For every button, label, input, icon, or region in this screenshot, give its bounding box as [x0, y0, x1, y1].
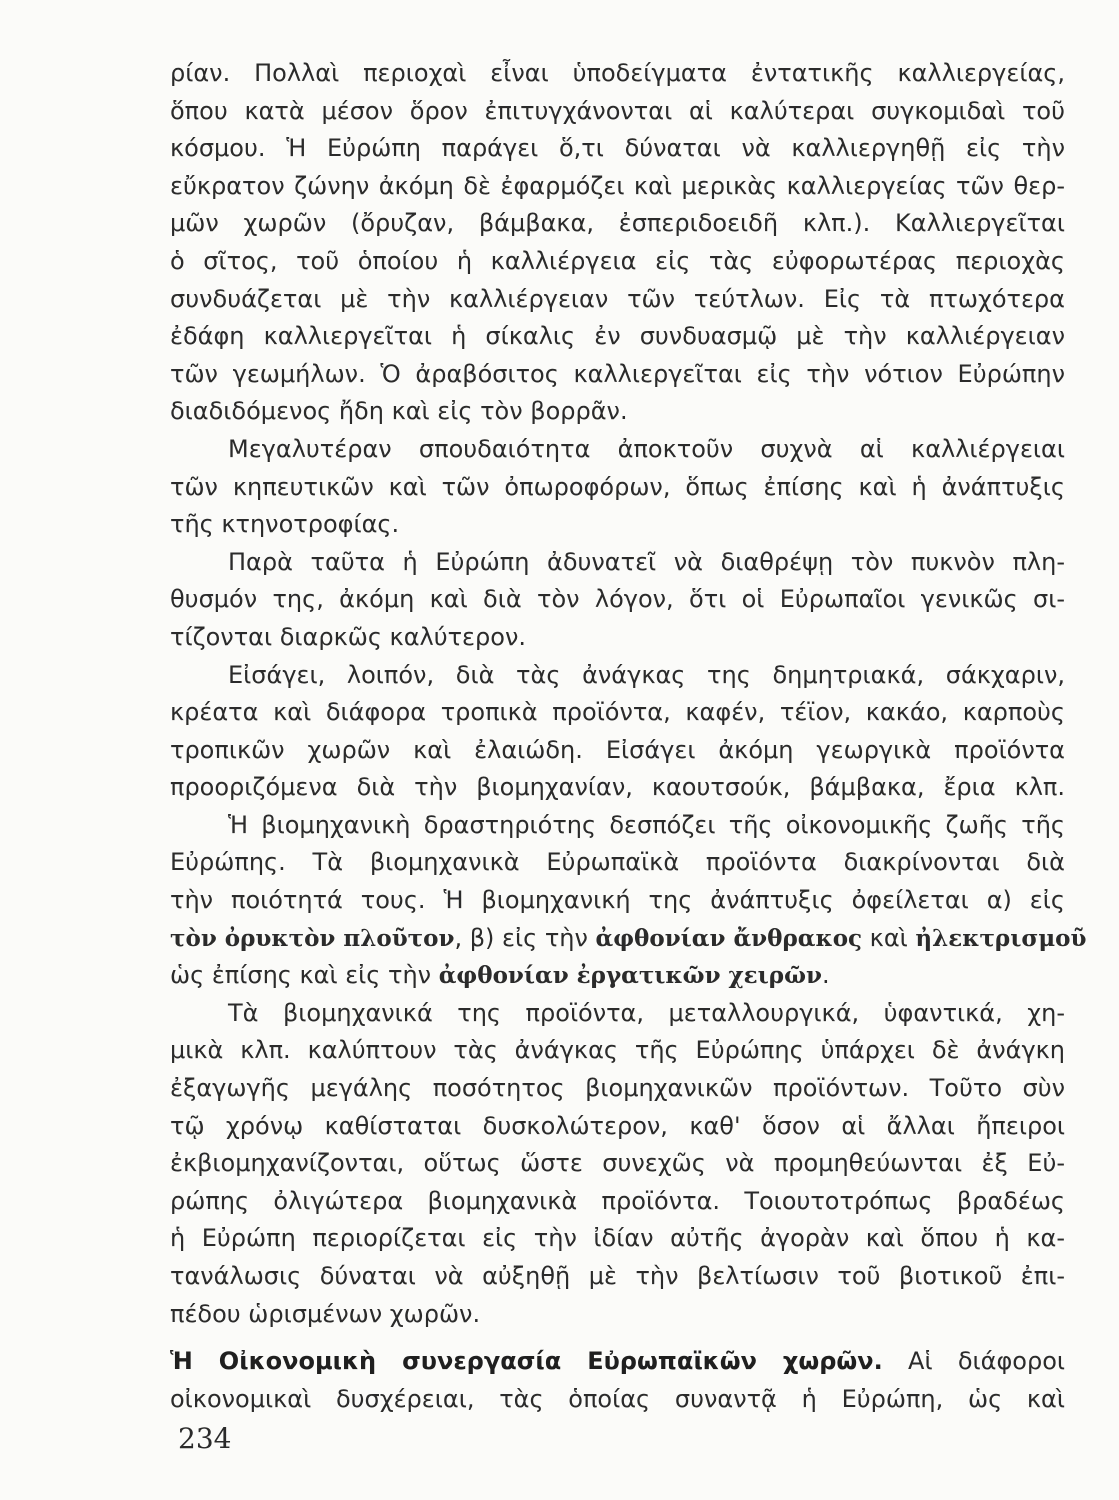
text-line: Εὐρώπης. Τὰ βιομηχανικὰ Εὐρωπαϊκὰ προϊόντα διακρίνονται διὰ [170, 848, 1065, 877]
text-line: Παρὰ ταῦτα ἡ Εὐρώπη ἀδυνατεῖ νὰ διαθρέψῃ τὸν πυκνὸν πλη- [228, 547, 1065, 576]
text-line: κρέατα καὶ διάφορα τροπικὰ προϊόντα, καφέν, τέϊον, κακάο, καρποὺς [170, 698, 1065, 727]
text-line: Εἰσάγει, λοιπόν, διὰ τὰς ἀνάγκας της δημητριακά, σάκχαριν, [228, 660, 1065, 689]
text-line: τανάλωσις δύναται νὰ αὐξηθῇ μὲ τὴν βελτίωσιν τοῦ βιοτικοῦ ἐπι- [170, 1262, 1065, 1290]
bold-phrase: ἀφθονίαν ἄνθρακος [595, 924, 863, 952]
text-line: μικὰ κλπ. καλύπτουν τὰς ἀνάγκας τῆς Εὐρώπης ὑπάρχει δὲ ἀνάγκη [170, 1036, 1065, 1065]
inline-text: , β) εἰς τὴν [454, 923, 596, 952]
text-line: Ἡ βιομηχανικὴ δραστηριότης δεσπόζει τῆς οἰκονομικῆς ζωῆς τῆς [228, 810, 1065, 839]
text-line: προοριζόμενα διὰ τὴν βιομηχανίαν, καουτσούκ, βάμβακα, ἔρια κλπ. [170, 773, 1065, 802]
section-heading-line [170, 1343, 1065, 1381]
text-line: κόσμου. Ἡ Εὐρώπη παράγει ὅ,τι δύναται νὰ καλλιεργηθῇ εἰς τὴν [170, 134, 1065, 163]
text-line-emphasis [170, 920, 1087, 958]
text-line: ὅπου κατὰ μέσον ὅρον ἐπιτυγχάνονται αἱ καλύτεραι συγκομιδαὶ τοῦ [170, 96, 1065, 125]
bold-phrase: τὸν ὀρυκτὸν πλοῦτον [170, 924, 455, 952]
text-line: οἰκονομικαὶ δυσχέρειαι, τὰς ὁποίας συναντᾷ ἡ Εὐρώπη, ὡς καὶ [170, 1384, 1065, 1413]
text-line: συνδυάζεται μὲ τὴν καλλιέργειαν τῶν τεύτλων. Εἰς τὰ πτωχότερα [170, 284, 1065, 313]
section-heading: Ἡ Οἰκονομικὴ συνεργασία Εὐρωπαϊκῶν χωρῶν. [170, 1347, 883, 1376]
text-line: μῶν χωρῶν (ὄρυζαν, βάμβακα, ἐσπεριδοειδῆ κλπ.). Καλλιεργεῖται [170, 209, 1065, 238]
text-line: ἡ Εὐρώπη περιορίζεται εἰς τὴν ἰδίαν αὐτῆς ἀγορὰν καὶ ὅπου ἡ κα- [170, 1224, 1065, 1253]
text-line: ἐκβιομηχανίζονται, οὕτως ὥστε συνεχῶς νὰ προμηθεύωνται ἐξ Εὐ- [170, 1149, 1065, 1178]
text-line: ὁ σῖτος, τοῦ ὁποίου ἡ καλλιέργεια εἰς τὰς εὐφορωτέρας περιοχὰς [170, 246, 1065, 275]
inline-text: ὡς ἐπίσης καὶ εἰς τὴν [170, 961, 439, 990]
bold-phrase: ἠλεκτρισμοῦ [915, 924, 1087, 952]
inline-text: Αἱ διάφοροι [882, 1347, 1065, 1376]
text-line: ρίαν. Πολλαὶ περιοχαὶ εἶναι ὑποδείγματα ἐντατικῆς καλλιεργείας, [170, 59, 1065, 87]
text-line: τῶν κηπευτικῶν καὶ τῶν ὀπωροφόρων, ὅπως ἐπίσης καὶ ἡ ἀνάπτυξις [170, 472, 1065, 501]
bold-phrase: ἀφθονίαν ἐργατικῶν χειρῶν [438, 962, 822, 990]
text-line: ἐξαγωγῆς μεγάλης ποσότητος βιομηχανικῶν προϊόντων. Τοῦτο σὺν [170, 1074, 1065, 1103]
inline-text: καὶ [862, 923, 916, 952]
text-line: θυσμόν της, ἀκόμη καὶ διὰ τὸν λόγον, ὅτι οἱ Εὐρωπαῖοι γενικῶς σι- [170, 585, 1065, 614]
text-line-emphasis [170, 957, 1065, 995]
text-line: πέδου ὡρισμένων χωρῶν. [170, 1299, 481, 1328]
inline-text: . [821, 961, 830, 990]
text-line: τῆς κτηνοτροφίας. [170, 510, 400, 539]
text-line: ἐδάφη καλλιεργεῖται ἡ σίκαλις ἐν συνδυασμῷ μὲ τὴν καλλιέργειαν [170, 322, 1065, 351]
text-line: τῶν γεωμήλων. Ὁ ἀραβόσιτος καλλιεργεῖται εἰς τὴν νότιον Εὐρώπην [170, 359, 1065, 388]
text-line: διαδιδόμενος ἤδη καὶ εἰς τὸν βορρᾶν. [170, 397, 628, 426]
text-line: Μεγαλυτέραν σπουδαιότητα ἀποκτοῦν συχνὰ αἱ καλλιέργειαι [228, 434, 1065, 463]
text-line: εὔκρατον ζώνην ἀκόμη δὲ ἐφαρμόζει καὶ μερικὰς καλλιεργείας τῶν θερ- [170, 171, 1065, 200]
page-number: 234 [178, 1422, 232, 1455]
text-line: τῷ χρόνῳ καθίσταται δυσκολώτερον, καθ' ὅσον αἱ ἄλλαι ἤπειροι [170, 1111, 1065, 1140]
text-line: τροπικῶν χωρῶν καὶ ἐλαιώδη. Εἰσάγει ἀκόμη γεωργικὰ προϊόντα [170, 735, 1065, 764]
text-line: ρώπης ὀλιγώτερα βιομηχανικὰ προϊόντα. Τοιουτοτρόπως βραδέως [170, 1186, 1065, 1215]
text-line: τίζονται διαρκῶς καλύτερον. [170, 622, 526, 651]
text-line: Τὰ βιομηχανικά της προϊόντα, μεταλλουργικά, ὑφαντικά, χη- [228, 998, 1065, 1027]
body-text [170, 55, 1087, 1418]
text-line: τὴν ποιότητά τους. Ἡ βιομηχανική της ἀνάπτυξις ὀφείλεται α) εἰς [170, 886, 1065, 915]
